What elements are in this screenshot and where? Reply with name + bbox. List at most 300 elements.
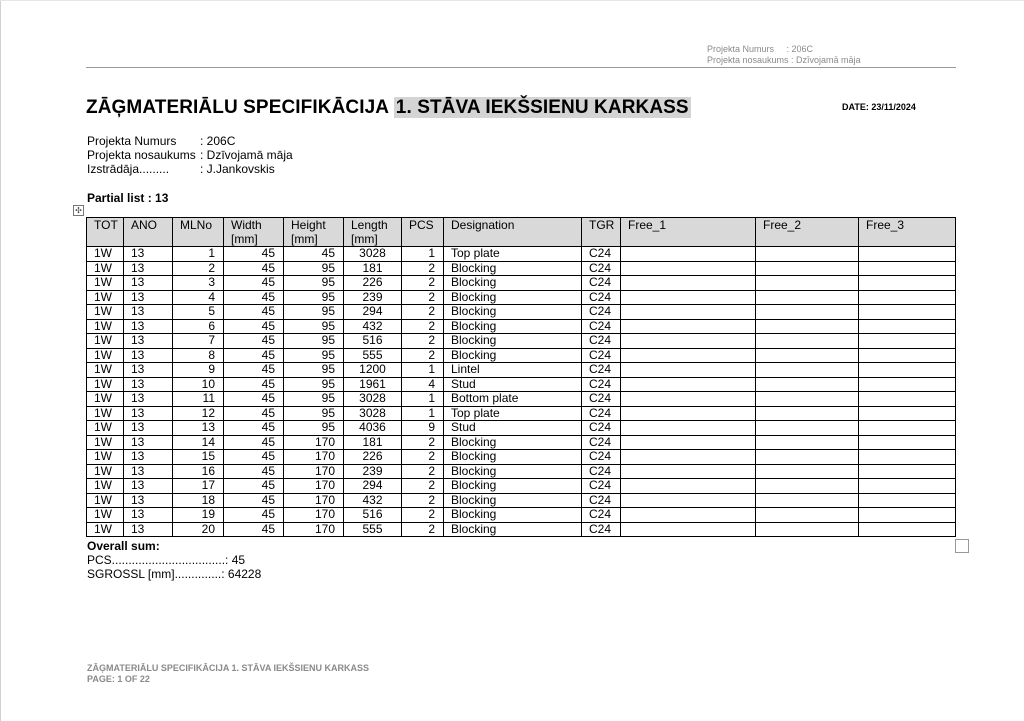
cell-length: 3028 — [344, 406, 402, 421]
cell-free-3 — [859, 508, 956, 523]
cell-ano: 13 — [124, 493, 173, 508]
cell-pcs: 2 — [402, 276, 444, 291]
cell-ano: 13 — [124, 247, 173, 262]
cell-height: 95 — [284, 392, 344, 407]
page-footer — [87, 663, 369, 685]
cell-ano: 13 — [124, 421, 173, 436]
column-header-tot: TOT — [87, 218, 124, 247]
cell-designation: Blocking — [444, 508, 582, 523]
cell-free-2 — [756, 319, 859, 334]
table-row — [87, 261, 956, 276]
cell-mlno: 11 — [173, 392, 224, 407]
cell-free-3 — [859, 334, 956, 349]
cell-pcs: 1 — [402, 406, 444, 421]
cell-tgr: C24 — [582, 334, 621, 349]
cell-designation: Blocking — [444, 348, 582, 363]
cell-width: 45 — [224, 261, 284, 276]
cell-width: 45 — [224, 406, 284, 421]
document-date: DATE: 23/11/2024 — [842, 102, 916, 112]
cell-free-3 — [859, 247, 956, 262]
cell-height: 95 — [284, 348, 344, 363]
cell-height: 95 — [284, 406, 344, 421]
header-project-name: : Dzīvojamā māja — [788, 55, 861, 65]
cell-designation: Blocking — [444, 334, 582, 349]
cell-tgr: C24 — [582, 319, 621, 334]
column-header-width: Width [mm] — [224, 218, 284, 247]
cell-free-3 — [859, 464, 956, 479]
cell-pcs: 2 — [402, 348, 444, 363]
cell-free-3 — [859, 276, 956, 291]
column-header-pcs: PCS — [402, 218, 444, 247]
cell-length: 432 — [344, 493, 402, 508]
column-header-tgr: TGR — [582, 218, 621, 247]
table-row — [87, 392, 956, 407]
cell-length: 239 — [344, 464, 402, 479]
cell-ano: 13 — [124, 348, 173, 363]
cell-free-2 — [756, 479, 859, 494]
cell-free-2 — [756, 276, 859, 291]
cell-free-2 — [756, 348, 859, 363]
info-label: Projekta nosaukums — [87, 148, 196, 162]
table-row — [87, 435, 956, 450]
cell-ano: 13 — [124, 508, 173, 523]
cell-height: 170 — [284, 479, 344, 494]
header-project-number-label: Projekta Numurs — [707, 44, 775, 54]
cell-tot: 1W — [87, 377, 124, 392]
cell-length: 1961 — [344, 377, 402, 392]
table-row — [87, 377, 956, 392]
cell-tot: 1W — [87, 464, 124, 479]
header-rule — [86, 67, 956, 68]
cell-designation: Blocking — [444, 522, 582, 537]
cell-pcs: 2 — [402, 290, 444, 305]
cell-free-1 — [621, 363, 756, 378]
cell-free-1 — [621, 247, 756, 262]
cell-length: 516 — [344, 508, 402, 523]
cell-free-3 — [859, 435, 956, 450]
cell-tot: 1W — [87, 305, 124, 320]
cell-ano: 13 — [124, 406, 173, 421]
cell-height: 170 — [284, 508, 344, 523]
cell-mlno: 6 — [173, 319, 224, 334]
cell-ano: 13 — [124, 305, 173, 320]
cell-ano: 13 — [124, 377, 173, 392]
cell-pcs: 2 — [402, 334, 444, 349]
cell-mlno: 18 — [173, 493, 224, 508]
cell-height: 95 — [284, 290, 344, 305]
cell-length: 432 — [344, 319, 402, 334]
page-edge-top — [0, 0, 1024, 1]
cell-free-2 — [756, 493, 859, 508]
cell-height: 170 — [284, 464, 344, 479]
footer-page-number: PAGE: 1 OF 22 — [87, 674, 150, 684]
cell-tgr: C24 — [582, 261, 621, 276]
cell-height: 95 — [284, 261, 344, 276]
cell-pcs: 2 — [402, 319, 444, 334]
cell-free-2 — [756, 392, 859, 407]
cell-free-3 — [859, 421, 956, 436]
info-row — [87, 134, 293, 148]
cell-free-1 — [621, 276, 756, 291]
cell-tot: 1W — [87, 479, 124, 494]
cell-ano: 13 — [124, 450, 173, 465]
cell-free-2 — [756, 406, 859, 421]
cell-tot: 1W — [87, 493, 124, 508]
cell-width: 45 — [224, 522, 284, 537]
cell-mlno: 10 — [173, 377, 224, 392]
table-row — [87, 421, 956, 436]
cell-mlno: 1 — [173, 247, 224, 262]
cell-tgr: C24 — [582, 392, 621, 407]
cell-pcs: 2 — [402, 493, 444, 508]
document-title[interactable] — [86, 97, 691, 119]
cell-tot: 1W — [87, 406, 124, 421]
cell-designation: Top plate — [444, 406, 582, 421]
cell-width: 45 — [224, 479, 284, 494]
footer-title: ZĀĢMATERIĀLU SPECIFIKĀCIJA 1. STĀVA IEKŠSIENU KARKASS — [87, 663, 370, 673]
cell-free-3 — [859, 522, 956, 537]
cell-tgr: C24 — [582, 363, 621, 378]
cell-free-3 — [859, 493, 956, 508]
sum-pcs: PCS..................................: 45 — [87, 553, 246, 567]
sum-sgrossl: SGROSSL [mm]..............: 64228 — [87, 567, 262, 581]
cell-tgr: C24 — [582, 493, 621, 508]
cell-tot: 1W — [87, 522, 124, 537]
cell-pcs: 2 — [402, 522, 444, 537]
cell-tgr: C24 — [582, 464, 621, 479]
cell-tot: 1W — [87, 508, 124, 523]
cell-free-1 — [621, 377, 756, 392]
cell-mlno: 4 — [173, 290, 224, 305]
cell-length: 555 — [344, 522, 402, 537]
cell-ano: 13 — [124, 464, 173, 479]
cell-free-2 — [756, 261, 859, 276]
cell-mlno: 13 — [173, 421, 224, 436]
cell-designation: Blocking — [444, 493, 582, 508]
specification-table — [86, 217, 956, 537]
column-header-ano: ANO — [124, 218, 173, 247]
cell-free-3 — [859, 479, 956, 494]
cell-free-3 — [859, 348, 956, 363]
column-header-length: Length [mm] — [344, 218, 402, 247]
cell-width: 45 — [224, 334, 284, 349]
cell-width: 45 — [224, 508, 284, 523]
info-row — [87, 162, 293, 176]
cell-free-1 — [621, 392, 756, 407]
cell-length: 3028 — [344, 247, 402, 262]
cell-designation: Blocking — [444, 479, 582, 494]
partial-list-label: Partial list : 13 — [87, 191, 169, 205]
cell-tgr: C24 — [582, 522, 621, 537]
cell-tgr: C24 — [582, 290, 621, 305]
cell-free-3 — [859, 290, 956, 305]
cell-free-2 — [756, 334, 859, 349]
cell-height: 170 — [284, 435, 344, 450]
cell-ano: 13 — [124, 522, 173, 537]
cell-width: 45 — [224, 290, 284, 305]
cell-free-2 — [756, 305, 859, 320]
table-row — [87, 522, 956, 537]
column-header-free-2: Free_2 — [756, 218, 859, 247]
cell-free-3 — [859, 406, 956, 421]
cell-tot: 1W — [87, 319, 124, 334]
cell-designation: Blocking — [444, 290, 582, 305]
cell-ano: 13 — [124, 363, 173, 378]
cell-free-1 — [621, 305, 756, 320]
cell-pcs: 2 — [402, 261, 444, 276]
cell-length: 555 — [344, 348, 402, 363]
cell-designation: Blocking — [444, 305, 582, 320]
cell-free-2 — [756, 377, 859, 392]
cell-length: 1200 — [344, 363, 402, 378]
cell-free-1 — [621, 334, 756, 349]
cell-designation: Blocking — [444, 276, 582, 291]
cell-length: 294 — [344, 479, 402, 494]
cell-height: 95 — [284, 334, 344, 349]
cell-free-1 — [621, 493, 756, 508]
info-value: : 206C — [200, 134, 236, 148]
cell-pcs: 2 — [402, 450, 444, 465]
cell-tot: 1W — [87, 334, 124, 349]
cell-ano: 13 — [124, 392, 173, 407]
header-project-name-label: Projekta nosaukums — [707, 55, 789, 65]
cell-mlno: 14 — [173, 435, 224, 450]
table-header-row — [87, 218, 956, 247]
cell-free-3 — [859, 319, 956, 334]
column-header-free-1: Free_1 — [621, 218, 756, 247]
cell-width: 45 — [224, 348, 284, 363]
header-project-number: : 206C — [774, 44, 814, 54]
cell-tot: 1W — [87, 261, 124, 276]
title-highlight[interactable]: 1. STĀVA IEKŠSIENU KARKASS — [395, 97, 689, 118]
cell-width: 45 — [224, 493, 284, 508]
info-row — [87, 148, 293, 162]
cell-free-1 — [621, 421, 756, 436]
cell-tot: 1W — [87, 435, 124, 450]
column-header-designation: Designation — [444, 218, 582, 247]
table-row — [87, 276, 956, 291]
cell-designation: Blocking — [444, 450, 582, 465]
cell-width: 45 — [224, 421, 284, 436]
info-value: : Dzīvojamā māja — [200, 148, 293, 162]
cell-tgr: C24 — [582, 479, 621, 494]
cell-free-3 — [859, 392, 956, 407]
overall-sum — [87, 539, 261, 581]
cell-height: 95 — [284, 319, 344, 334]
table-row — [87, 348, 956, 363]
table-row — [87, 319, 956, 334]
cell-mlno: 15 — [173, 450, 224, 465]
title-main: ZĀĢMATERIĀLU SPECIFIKĀCIJA — [86, 97, 389, 118]
cell-height: 95 — [284, 377, 344, 392]
cell-pcs: 2 — [402, 508, 444, 523]
cell-width: 45 — [224, 247, 284, 262]
table-row — [87, 508, 956, 523]
cell-free-2 — [756, 464, 859, 479]
table-row — [87, 305, 956, 320]
cell-ano: 13 — [124, 435, 173, 450]
cell-length: 226 — [344, 450, 402, 465]
cell-free-1 — [621, 261, 756, 276]
cell-tgr: C24 — [582, 305, 621, 320]
cell-mlno: 16 — [173, 464, 224, 479]
cell-width: 45 — [224, 435, 284, 450]
cell-ano: 13 — [124, 319, 173, 334]
cell-designation: Blocking — [444, 261, 582, 276]
cell-designation: Lintel — [444, 363, 582, 378]
cell-designation: Bottom plate — [444, 392, 582, 407]
running-header — [707, 44, 861, 66]
project-info — [87, 134, 293, 176]
cell-width: 45 — [224, 377, 284, 392]
cell-designation: Blocking — [444, 464, 582, 479]
cell-ano: 13 — [124, 290, 173, 305]
column-header-height: Height [mm] — [284, 218, 344, 247]
cell-width: 45 — [224, 305, 284, 320]
cell-length: 181 — [344, 435, 402, 450]
column-header-mlno: MLNo — [173, 218, 224, 247]
cell-designation: Stud — [444, 377, 582, 392]
cell-free-2 — [756, 290, 859, 305]
cell-tgr: C24 — [582, 247, 621, 262]
cell-pcs: 1 — [402, 247, 444, 262]
page-edge — [0, 0, 1, 721]
cell-free-3 — [859, 377, 956, 392]
cell-free-1 — [621, 464, 756, 479]
cell-free-2 — [756, 435, 859, 450]
cell-free-1 — [621, 319, 756, 334]
cell-designation: Blocking — [444, 435, 582, 450]
cell-ano: 13 — [124, 276, 173, 291]
cell-width: 45 — [224, 464, 284, 479]
cell-height: 170 — [284, 450, 344, 465]
info-value: : J.Jankovskis — [200, 162, 275, 176]
info-label: Projekta Numurs — [87, 134, 177, 148]
cell-tot: 1W — [87, 450, 124, 465]
column-header-free-3: Free_3 — [859, 218, 956, 247]
move-cross-icon[interactable]: ✣ — [73, 205, 84, 216]
cell-ano: 13 — [124, 261, 173, 276]
cell-tot: 1W — [87, 276, 124, 291]
cell-height: 95 — [284, 363, 344, 378]
cell-mlno: 2 — [173, 261, 224, 276]
cell-mlno: 17 — [173, 479, 224, 494]
cell-pcs: 2 — [402, 435, 444, 450]
cell-designation: Stud — [444, 421, 582, 436]
cell-mlno: 9 — [173, 363, 224, 378]
table-row — [87, 334, 956, 349]
table-row — [87, 464, 956, 479]
cell-pcs: 2 — [402, 479, 444, 494]
cell-width: 45 — [224, 319, 284, 334]
cell-free-1 — [621, 522, 756, 537]
table-row — [87, 450, 956, 465]
cell-height: 95 — [284, 305, 344, 320]
cell-pcs: 4 — [402, 377, 444, 392]
info-label: Izstrādāja......... — [87, 162, 170, 176]
cell-pcs: 9 — [402, 421, 444, 436]
cell-free-1 — [621, 348, 756, 363]
cell-designation: Top plate — [444, 247, 582, 262]
cell-free-2 — [756, 247, 859, 262]
cell-tgr: C24 — [582, 435, 621, 450]
cell-length: 4036 — [344, 421, 402, 436]
table-row — [87, 493, 956, 508]
overall-sum-title: Overall sum: — [87, 539, 160, 553]
cell-pcs: 2 — [402, 464, 444, 479]
cell-length: 294 — [344, 305, 402, 320]
table-row — [87, 247, 956, 262]
cell-length: 181 — [344, 261, 402, 276]
cell-height: 95 — [284, 421, 344, 436]
cell-free-2 — [756, 450, 859, 465]
cell-pcs: 1 — [402, 363, 444, 378]
cell-free-1 — [621, 508, 756, 523]
cell-length: 3028 — [344, 392, 402, 407]
cell-free-2 — [756, 508, 859, 523]
cell-tot: 1W — [87, 421, 124, 436]
cell-tgr: C24 — [582, 450, 621, 465]
cell-free-1 — [621, 406, 756, 421]
cell-height: 95 — [284, 276, 344, 291]
cell-mlno: 19 — [173, 508, 224, 523]
cell-mlno: 7 — [173, 334, 224, 349]
resize-square-icon[interactable] — [955, 539, 969, 553]
table-row — [87, 479, 956, 494]
cell-tgr: C24 — [582, 421, 621, 436]
cell-mlno: 8 — [173, 348, 224, 363]
cell-width: 45 — [224, 276, 284, 291]
cell-free-1 — [621, 435, 756, 450]
table-row — [87, 290, 956, 305]
cell-length: 239 — [344, 290, 402, 305]
cell-free-1 — [621, 290, 756, 305]
cell-ano: 13 — [124, 479, 173, 494]
table-row — [87, 406, 956, 421]
cell-free-3 — [859, 450, 956, 465]
cell-free-3 — [859, 305, 956, 320]
cell-free-2 — [756, 363, 859, 378]
cell-tot: 1W — [87, 392, 124, 407]
cell-tgr: C24 — [582, 377, 621, 392]
cell-tot: 1W — [87, 290, 124, 305]
cell-ano: 13 — [124, 334, 173, 349]
cell-free-2 — [756, 522, 859, 537]
cell-pcs: 1 — [402, 392, 444, 407]
cell-length: 516 — [344, 334, 402, 349]
cell-free-3 — [859, 261, 956, 276]
cell-length: 226 — [344, 276, 402, 291]
cell-tgr: C24 — [582, 276, 621, 291]
cell-mlno: 3 — [173, 276, 224, 291]
cell-tgr: C24 — [582, 508, 621, 523]
cell-designation: Blocking — [444, 319, 582, 334]
cell-free-1 — [621, 479, 756, 494]
cell-tgr: C24 — [582, 348, 621, 363]
cell-width: 45 — [224, 450, 284, 465]
cell-mlno: 12 — [173, 406, 224, 421]
cell-width: 45 — [224, 363, 284, 378]
cell-free-3 — [859, 363, 956, 378]
cell-mlno: 5 — [173, 305, 224, 320]
cell-height: 170 — [284, 493, 344, 508]
table-row — [87, 363, 956, 378]
cell-width: 45 — [224, 392, 284, 407]
cell-pcs: 2 — [402, 305, 444, 320]
cell-height: 45 — [284, 247, 344, 262]
cell-tot: 1W — [87, 247, 124, 262]
cell-mlno: 20 — [173, 522, 224, 537]
